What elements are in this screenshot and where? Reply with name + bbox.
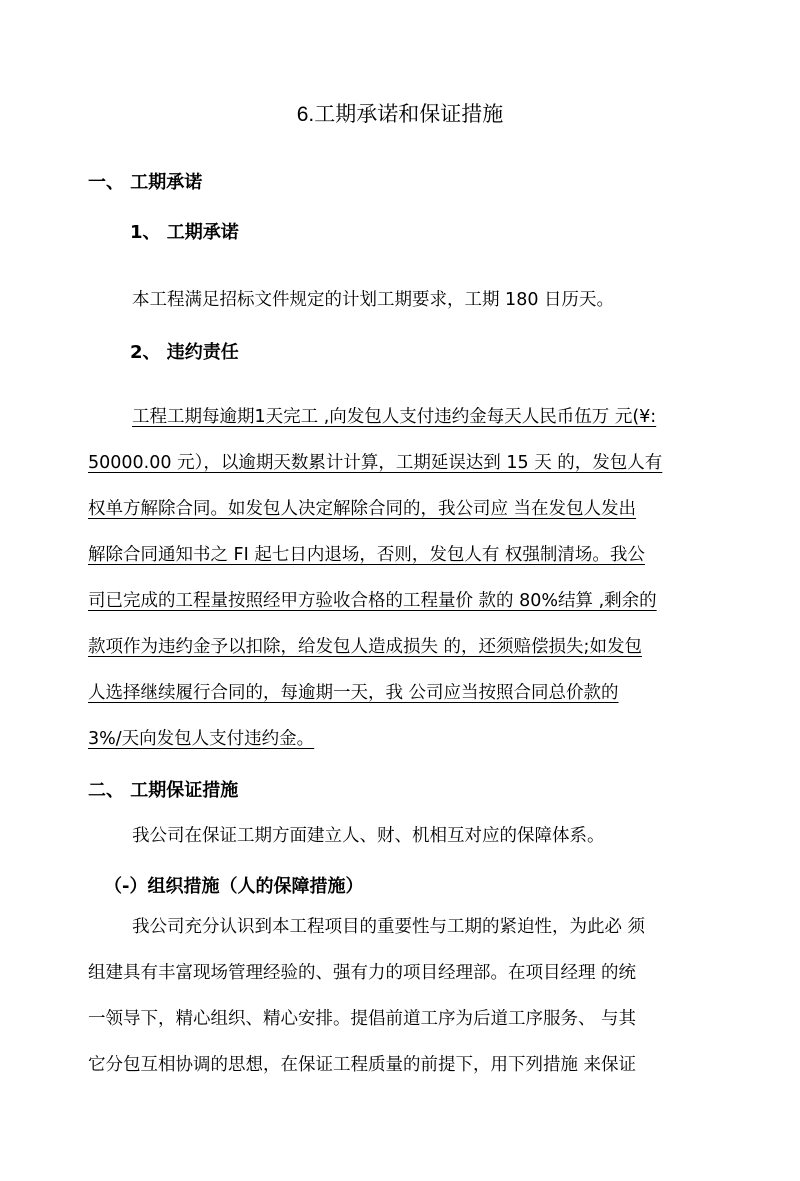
- section-heading-schedule-guarantee: 二、 工期保证措施: [88, 780, 239, 801]
- paragraph-line: 司已完成的工程量按照经甲方验收合格的工程量价 款的 80%结算 ,剩余的: [88, 591, 657, 611]
- section-heading-schedule-commitment: 一、 工期承诺: [88, 172, 203, 193]
- paragraph-line: 组建具有丰富现场管理经验的、强有力的项目经理部。在项目经理 的统: [88, 963, 637, 983]
- subsection-heading-organization-measures: （-）组织措施（人的保障措施）: [104, 876, 364, 897]
- paragraph-line: 它分包互相协调的思想，在保证工程质量的前提下，用下列措施 来保证: [88, 1055, 637, 1075]
- subsection-heading-schedule-commitment: 1、 工期承诺: [130, 222, 239, 243]
- schedule-commitment-text: 本工程满足招标文件规定的计划工期要求，工期 180 日历天。: [132, 290, 615, 310]
- paragraph-line: 3%/天向发包人支付违约金。: [88, 729, 315, 749]
- paragraph-line: 我公司充分认识到本工程项目的重要性与工期的紧迫性，为此必 须: [132, 917, 646, 937]
- breach-liability-paragraph: [88, 394, 713, 762]
- paragraph-line: 款项作为违约金予以扣除，给发包人造成损失 的，还须赔偿损失;如发包: [88, 637, 642, 657]
- paragraph-line: 人选择继续履行合同的，每逾期一天，我 公司应当按照合同总价款的: [88, 683, 619, 703]
- paragraph-line: 一领导下，精心组织、精心安排。提倡前道工序为后道工序服务、 与其: [88, 1009, 637, 1029]
- paragraph-line: 工程工期每逾期1天完工 ,向发包人支付违约金每天人民币伍万 元(¥:: [132, 407, 657, 427]
- organization-measures-paragraph: [88, 904, 713, 1088]
- paragraph-line: 解除合同通知书之 FI 起七日内退场，否则，发包人有 权强制清场。我公: [88, 545, 645, 565]
- page-title: 6.工期承诺和保证措施: [296, 103, 504, 126]
- guarantee-intro-text: 我公司在保证工期方面建立人、财、机相互对应的保障体系。: [132, 826, 605, 846]
- paragraph-line: 权单方解除合同。如发包人决定解除合同的，我公司应 当在发包人发出: [88, 499, 637, 519]
- subsection-heading-breach-liability: 2、 违约责任: [130, 342, 239, 363]
- paragraph-line: 50000.00 元），以逾期天数累计计算，工期延误达到 15 天 的，发包人有: [88, 453, 663, 473]
